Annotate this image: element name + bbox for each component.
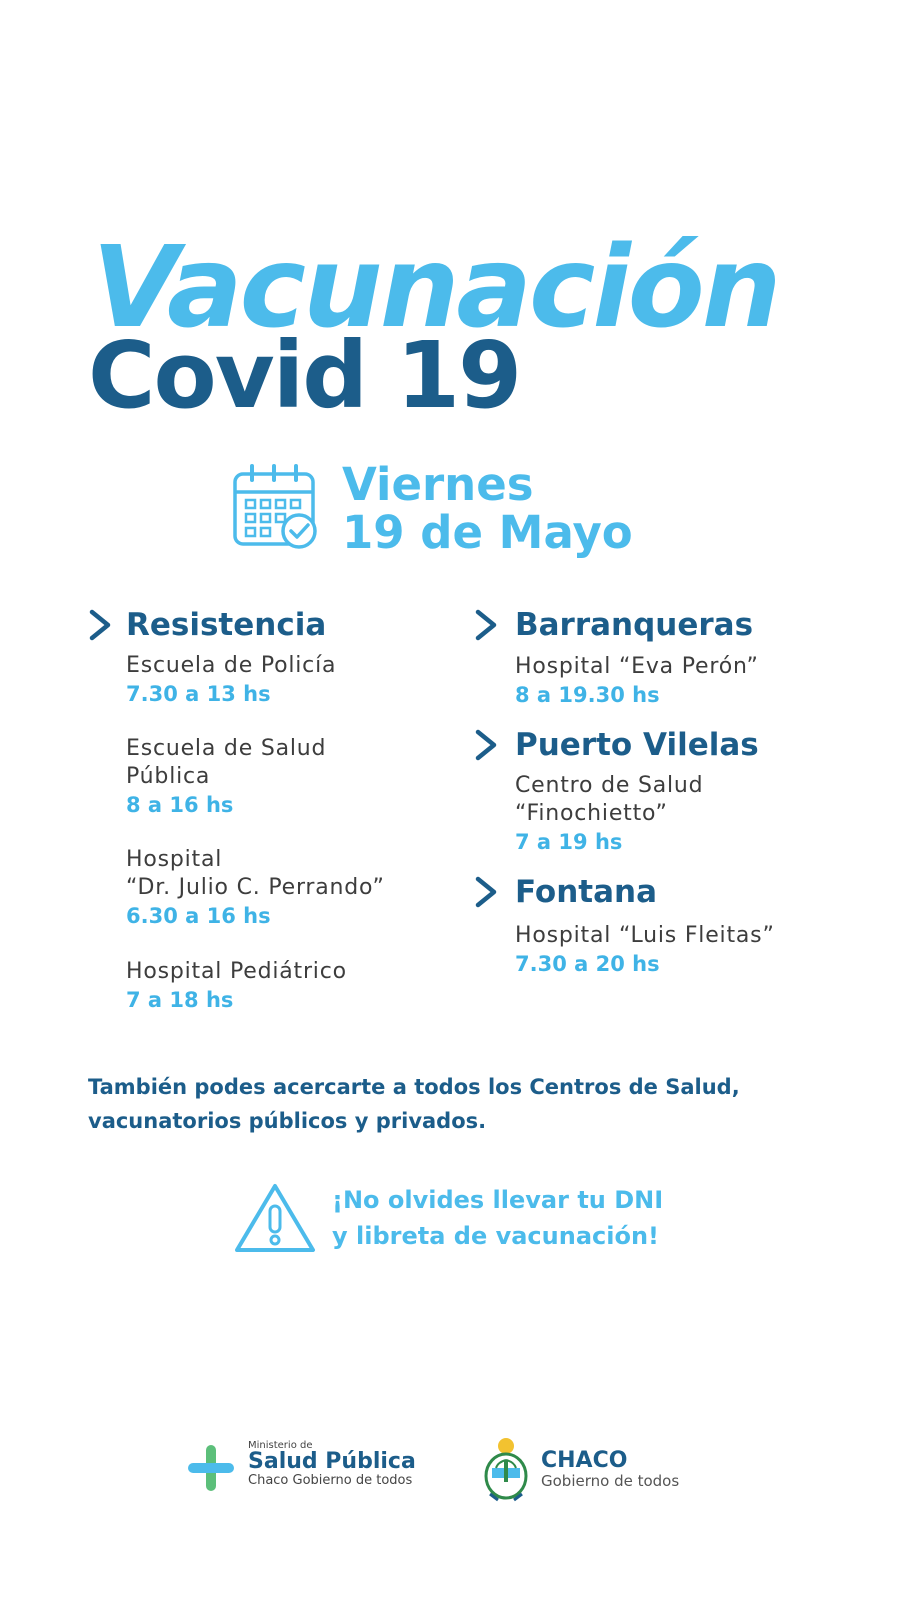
place-hours: 7.30 a 13 hs xyxy=(126,682,271,706)
date-day: 19 de Mayo xyxy=(342,506,633,559)
place-name: Hospital xyxy=(126,847,223,872)
place-name: “Dr. Julio C. Perrando” xyxy=(126,875,385,900)
reminder-line: ¡No olvides llevar tu DNI xyxy=(332,1186,664,1214)
title-main: Covid 19 xyxy=(88,322,521,429)
place-item xyxy=(515,772,703,856)
place-name: Hospital Pediátrico xyxy=(126,959,347,984)
ministry-subtitle: Chaco Gobierno de todos xyxy=(248,1473,413,1488)
place-item xyxy=(126,958,347,1014)
reminder xyxy=(332,1182,663,1254)
info-note-line: También podes acercarte a todos los Centros de Salud, xyxy=(88,1075,740,1099)
chevron-right-icon xyxy=(86,608,114,642)
place-item xyxy=(515,922,775,978)
place-hours: 7 a 19 hs xyxy=(515,830,623,854)
calendar-check-icon xyxy=(232,462,320,550)
chaco-subtitle: Gobierno de todos xyxy=(541,1472,680,1490)
place-hours: 7.30 a 20 hs xyxy=(515,952,660,976)
date-weekday: Viernes xyxy=(342,458,534,511)
ministry-small: Ministerio de xyxy=(248,1440,313,1451)
place-item xyxy=(126,735,326,819)
place-item xyxy=(126,846,385,930)
place-name: Hospital “Eva Perón” xyxy=(515,654,759,679)
place-name: Centro de Salud xyxy=(515,773,704,798)
chevron-right-icon xyxy=(472,875,500,909)
city-barranqueras: Barranqueras xyxy=(515,607,754,643)
place-hours: 8 a 16 hs xyxy=(126,793,234,817)
place-name: “Finochietto” xyxy=(515,801,668,826)
warning-icon xyxy=(232,1180,318,1256)
place-hours: 8 a 19.30 hs xyxy=(515,683,660,707)
city-fontana: Fontana xyxy=(515,874,658,910)
place-name: Escuela de Policía xyxy=(126,653,337,678)
info-note xyxy=(88,1070,740,1138)
city-resistencia: Resistencia xyxy=(126,607,327,643)
ministry-logo-text xyxy=(248,1440,416,1488)
info-note-line: vacunatorios públicos y privados. xyxy=(88,1109,487,1133)
place-name: Pública xyxy=(126,764,211,789)
chaco-logo-text xyxy=(541,1450,679,1490)
ministry-name: Salud Pública xyxy=(248,1449,416,1474)
coat-of-arms-icon xyxy=(480,1436,532,1502)
place-name: Escuela de Salud xyxy=(126,736,327,761)
place-name: Hospital “Luis Fleitas” xyxy=(515,923,775,948)
place-item xyxy=(126,652,336,708)
place-hours: 6.30 a 16 hs xyxy=(126,904,271,928)
chaco-name: CHACO xyxy=(541,1448,628,1473)
reminder-line: y libreta de vacunación! xyxy=(332,1222,659,1250)
chevron-right-icon xyxy=(472,608,500,642)
chevron-right-icon xyxy=(472,728,500,762)
plus-cross-icon xyxy=(186,1443,236,1493)
city-puerto-vilelas: Puerto Vilelas xyxy=(515,727,759,763)
place-item xyxy=(515,653,759,709)
place-hours: 7 a 18 hs xyxy=(126,988,234,1012)
title-script: Vacunación xyxy=(92,223,779,353)
